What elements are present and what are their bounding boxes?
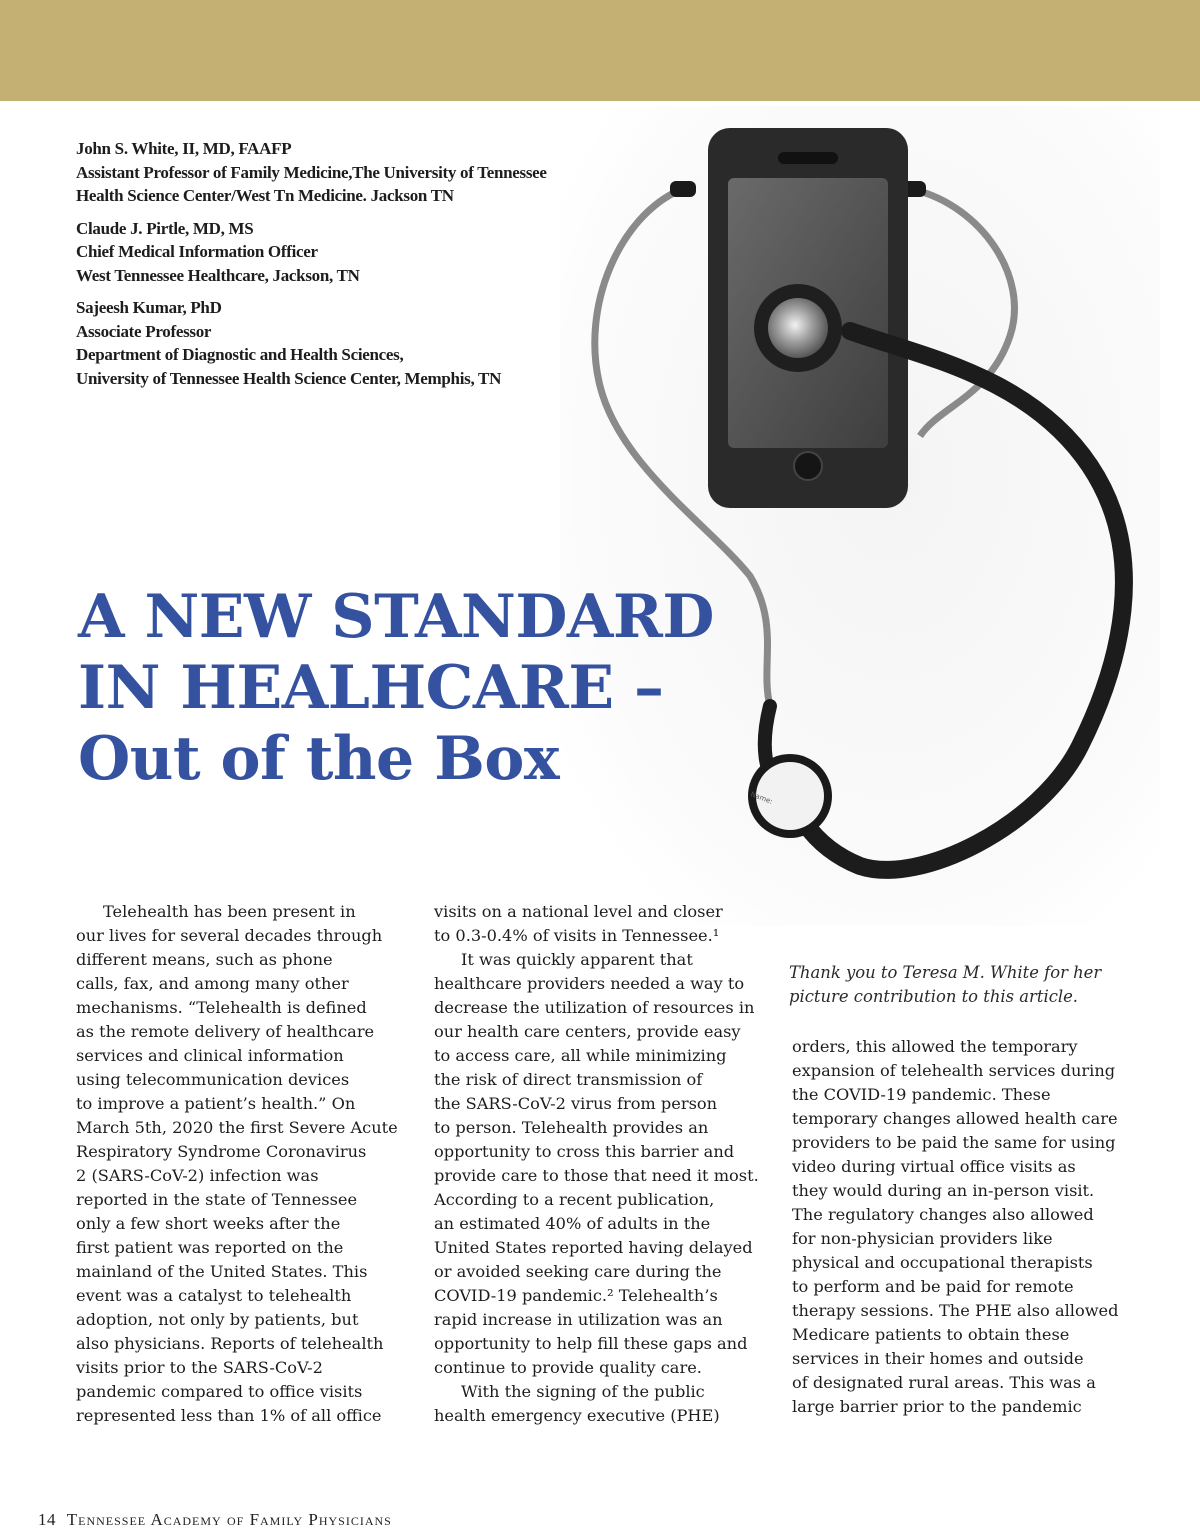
body-text-line: to improve a patient’s health.” On <box>76 1094 356 1113</box>
body-text-line: mechanisms. “Telehealth is defined <box>76 998 367 1017</box>
body-text-line: to 0.3-0.4% of visits in Tennessee.¹ <box>434 926 720 945</box>
body-text-line: March 5th, 2020 the first Severe Acute <box>76 1118 398 1137</box>
body-text-line: for non-physician providers like <box>792 1229 1053 1248</box>
body-column-3 <box>792 1035 1132 1419</box>
body-text-line: COVID-19 pandemic.² Telehealth’s <box>434 1286 718 1305</box>
body-text-line: temporary changes allowed health care <box>792 1109 1118 1128</box>
body-text-line: to access care, all while minimizing <box>434 1046 727 1065</box>
body-text-line: therapy sessions. The PHE also allowed <box>792 1301 1119 1320</box>
publication-name: Tennessee Academy of Family Physicians <box>66 1510 392 1529</box>
body-text-line: pandemic compared to office visits <box>76 1382 363 1401</box>
body-text-line: only a few short weeks after the <box>76 1214 341 1233</box>
author-name: Sajeesh Kumar, PhD <box>76 298 222 317</box>
body-text-line: video during virtual office visits as <box>792 1157 1076 1176</box>
header-band <box>0 0 1200 101</box>
body-text-line: physical and occupational therapists <box>792 1253 1093 1272</box>
body-text-line: Medicare patients to obtain these <box>792 1325 1070 1344</box>
body-text-line: different means, such as phone <box>76 950 333 969</box>
author-white <box>76 137 636 208</box>
body-text-line: Telehealth has been present in <box>103 902 356 921</box>
page-number: 14 <box>38 1510 56 1529</box>
author-name: Claude J. Pirtle, MD, MS <box>76 218 254 238</box>
headline-line: IN HEALHCARE – <box>78 653 664 723</box>
body-text-line: The regulatory changes also allowed <box>792 1205 1094 1224</box>
body-text-line: first patient was reported on the <box>76 1238 344 1257</box>
author-pirtle <box>76 217 636 288</box>
body-text-line: they would during an in-person visit. <box>792 1181 1095 1200</box>
body-text-line: rapid increase in utilization was an <box>434 1310 723 1329</box>
body-text-line: to person. Telehealth provides an <box>434 1118 709 1137</box>
body-text-line: With the signing of the public <box>461 1382 705 1401</box>
body-text-line: our health care centers, provide easy <box>434 1022 741 1041</box>
article-headline <box>78 582 714 795</box>
author-credits <box>76 137 636 399</box>
author-title: Chief Medical Information Officer <box>76 242 318 261</box>
body-text-line: services in their homes and outside <box>792 1349 1084 1368</box>
author-affiliation: University of Tennessee Health Science Center, Memphis, TN <box>76 368 502 388</box>
body-text-line: United States reported having delayed <box>434 1238 753 1257</box>
author-affiliation: Health Science Center/West Tn Medicine. Jackson TN <box>76 186 454 205</box>
page-footer <box>38 1510 392 1530</box>
body-text-line: expansion of telehealth services during <box>792 1061 1116 1080</box>
body-text-line: providers to be paid the same for using <box>792 1133 1116 1152</box>
body-text-line: services and clinical information <box>76 1046 344 1065</box>
body-text-line: visits prior to the SARS-CoV-2 <box>76 1358 323 1377</box>
body-text-line: the risk of direct transmission of <box>434 1070 703 1089</box>
body-text-line: an estimated 40% of adults in the <box>434 1214 711 1233</box>
body-text-line: represented less than 1% of all office <box>76 1406 382 1425</box>
author-title: Associate Professor <box>76 321 212 341</box>
body-text-line: orders, this allowed the temporary <box>792 1037 1078 1056</box>
body-text-line: the COVID-19 pandemic. These <box>792 1085 1051 1104</box>
body-text-line: 2 (SARS-CoV-2) infection was <box>76 1166 319 1185</box>
body-column-2 <box>434 900 774 1428</box>
caption-line: picture contribution to this article. <box>789 987 1079 1006</box>
body-text-line: large barrier prior to the pandemic <box>792 1397 1082 1416</box>
body-text-line: opportunity to help fill these gaps and <box>434 1334 748 1353</box>
body-column-1 <box>76 900 416 1428</box>
body-text-line: as the remote delivery of healthcare <box>76 1022 375 1041</box>
caption-line: Thank you to Teresa M. White for her <box>789 963 1102 982</box>
body-text-line: continue to provide quality care. <box>434 1358 702 1377</box>
name-tag-text: Name: <box>749 790 774 806</box>
author-department: Department of Diagnostic and Health Sciences, <box>76 345 404 364</box>
body-text-line: our lives for several decades through <box>76 926 383 945</box>
body-text-line: mainland of the United States. This <box>76 1262 368 1281</box>
body-text-line: decrease the utilization of resources in <box>434 998 755 1017</box>
body-text-line: of designated rural areas. This was a <box>792 1373 1096 1392</box>
body-text-line: adoption, not only by patients, but <box>76 1310 359 1329</box>
author-affiliation: West Tennessee Healthcare, Jackson, TN <box>76 265 360 285</box>
stethoscope-phone-photo <box>560 106 1160 926</box>
body-text-line: healthcare providers needed a way to <box>434 974 745 993</box>
headline-line: A NEW STANDARD <box>78 582 714 652</box>
body-text-line: event was a catalyst to telehealth <box>76 1286 352 1305</box>
body-text-line: visits on a national level and closer <box>434 902 723 921</box>
body-text-line: or avoided seeking care during the <box>434 1262 722 1281</box>
photo-caption <box>789 961 1129 1009</box>
body-text-line: the SARS-CoV-2 virus from person <box>434 1094 718 1113</box>
body-text-line: calls, fax, and among many other <box>76 974 349 993</box>
body-text-line: also physicians. Reports of telehealth <box>76 1334 384 1353</box>
headline-line: Out of the Box <box>78 724 560 794</box>
body-text-line: reported in the state of Tennessee <box>76 1190 358 1209</box>
body-text-line: Respiratory Syndrome Coronavirus <box>76 1142 367 1161</box>
body-text-line: opportunity to cross this barrier and <box>434 1142 735 1161</box>
body-text-line: using telecommunication devices <box>76 1070 350 1089</box>
body-text-line: It was quickly apparent that <box>461 950 693 969</box>
body-text-line: health emergency executive (PHE) <box>434 1406 720 1425</box>
body-text-line: to perform and be paid for remote <box>792 1277 1074 1296</box>
body-text-line: According to a recent publication, <box>434 1190 715 1209</box>
author-name: John S. White, II, MD, FAAFP <box>76 139 292 158</box>
body-text-line: provide care to those that need it most. <box>434 1166 759 1185</box>
author-title: Assistant Professor of Family Medicine,The University of Tennessee <box>76 162 547 182</box>
author-kumar <box>76 296 636 390</box>
